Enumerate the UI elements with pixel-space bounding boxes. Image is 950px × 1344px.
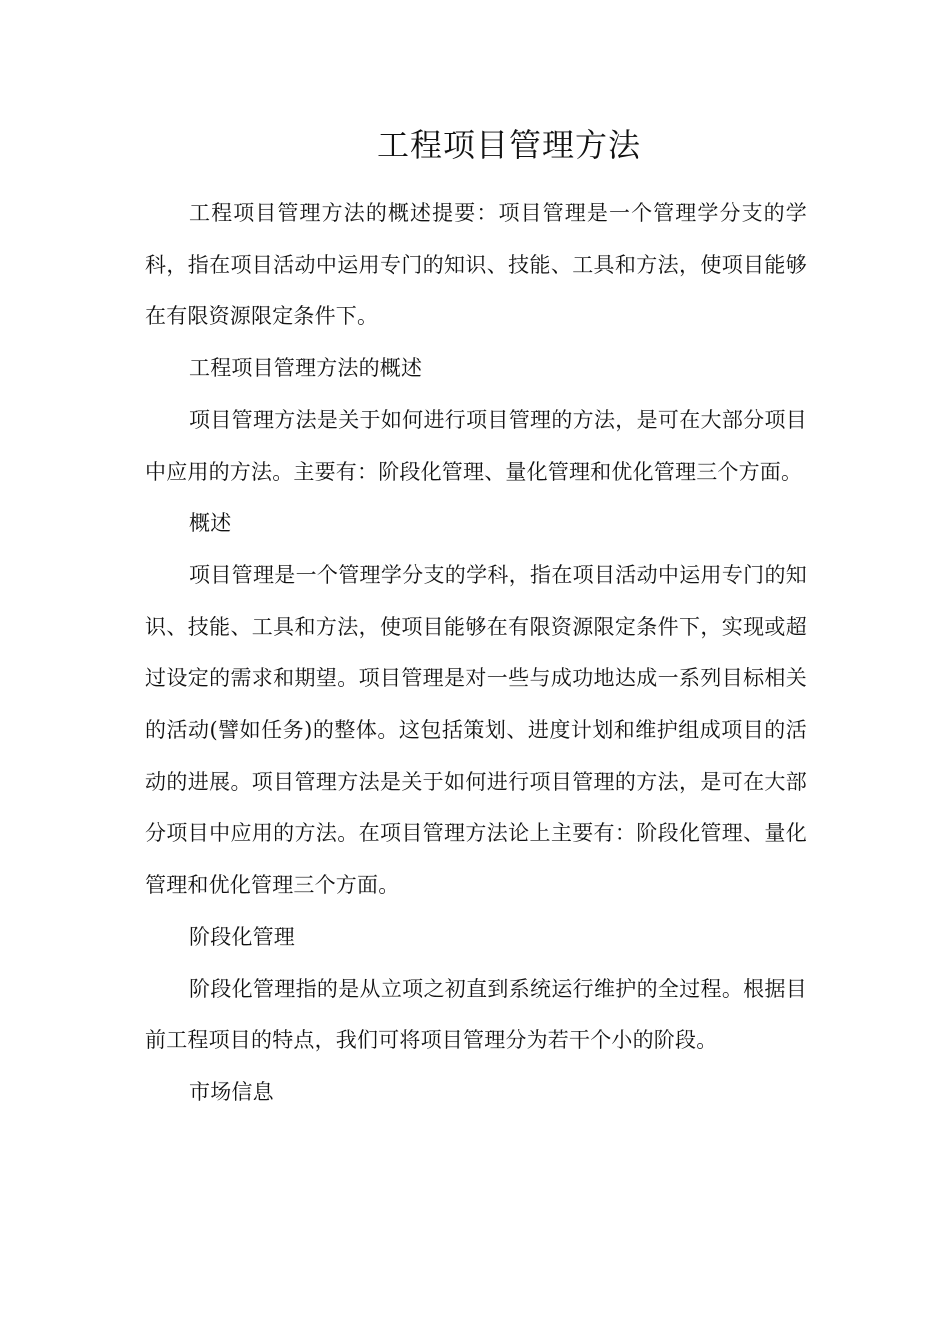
section-heading-market-info: 市场信息 — [189, 1079, 274, 1104]
section-heading-overview: 概述 — [189, 511, 232, 536]
document-title: 工程项目管理方法 — [376, 126, 641, 164]
section-heading-phased-management: 阶段化管理 — [189, 924, 295, 949]
document-body — [145, 188, 807, 1119]
phased-management-paragraph: 阶段化管理指的是从立项之初直到系统运行维护的全过程。根据目前工程项目的特点，我们可将项目管理分为若干个小的阶段。 — [145, 976, 807, 1053]
intro-paragraph: 工程项目管理方法的概述提要：项目管理是一个管理学分支的学科，指在项目活动中运用专门的知识、技能、工具和方法，使项目能够在有限资源限定条件下。 — [145, 201, 807, 329]
section-heading-overview-of-methods: 工程项目管理方法的概述 — [189, 356, 423, 381]
overview-paragraph: 项目管理是一个管理学分支的学科，指在项目活动中运用专门的知识、技能、工具和方法，使项目能够在有限资源限定条件下，实现或超过设定的需求和期望。项目管理是对一些与成功地达成一系列目标相关的活动(譬如任务)的整体。这包括策划、进度计划和维护组成项目的活动的进展。项目管理方法是关于如何进行项目管理的方法，是可在大部分项目中应用的方法。在项目管理方法论上主要有：阶段化管理、量化管理和优化管理三个方面。 — [145, 562, 807, 898]
methods-paragraph: 项目管理方法是关于如何进行项目管理的方法，是可在大部分项目中应用的方法。主要有：阶段化管理、量化管理和优化管理三个方面。 — [145, 407, 807, 484]
